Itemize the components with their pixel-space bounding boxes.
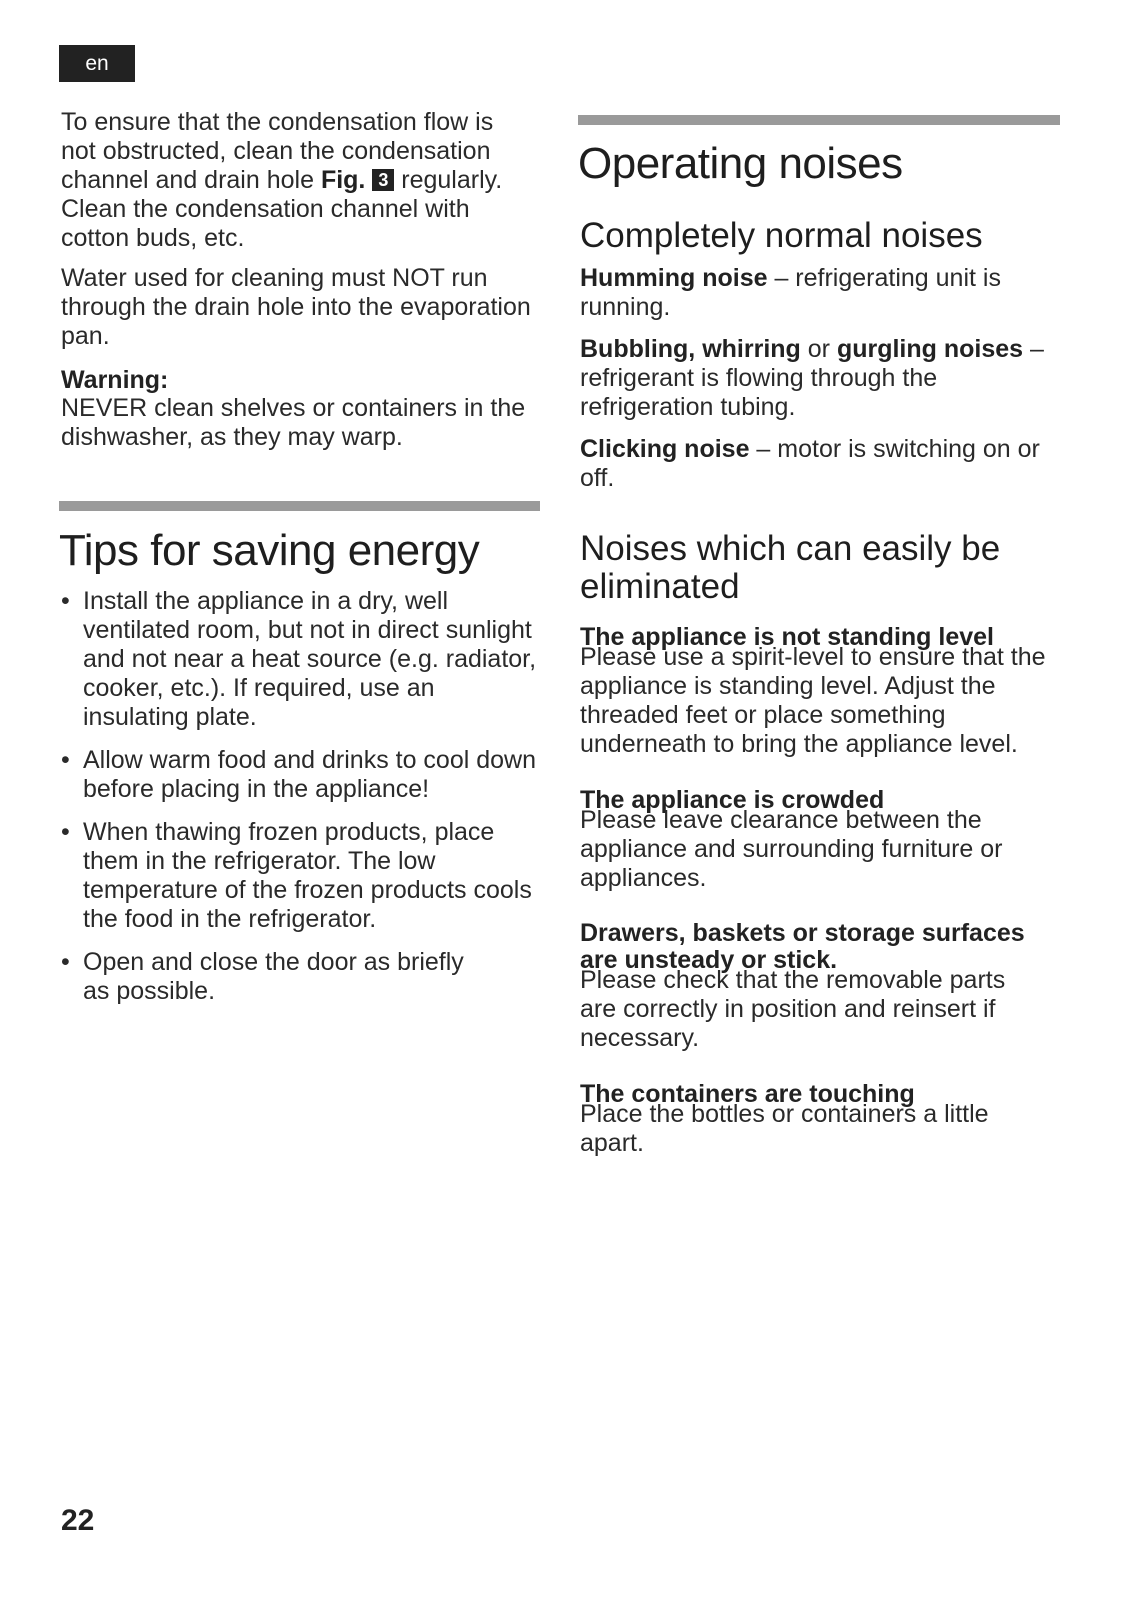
condensation-paragraph: To ensure that the condensation flow is not obstructed, clean the condensation channel and drain hole Fig. 3 regularly. Clean the condensation channel with cotton buds, etc. bbox=[61, 108, 503, 252]
issue-title: Drawers, baskets or storage surfaces are unsteady or stick. bbox=[580, 919, 1025, 974]
issue-text: Please check that the removable parts are correctly in position and reinsert if necessary. bbox=[580, 966, 1006, 1052]
issue-text: Please leave clearance between the appliance and surrounding furniture or appliances. bbox=[580, 806, 1003, 892]
issue-title: The appliance is not standing level bbox=[580, 623, 994, 651]
issue-text: Please use a spirit-level to ensure that the appliance is standing level. Adjust the threaded feet or place something underneath to bring the appliance level. bbox=[580, 643, 1046, 758]
section-divider-noises bbox=[578, 115, 1060, 125]
section-divider-tips bbox=[59, 501, 540, 511]
humming-noise-entry: Humming noise – refrigerating unit is running. bbox=[580, 264, 1001, 321]
page-number: 22 bbox=[61, 1504, 95, 1537]
tip-item: • When thawing frozen products, place them in the refrigerator. The low temperature of the frozen products cools the food in the refrigerator. bbox=[61, 818, 541, 934]
issue-title: The appliance is crowded bbox=[580, 786, 885, 814]
tip-item: • Open and close the door as briefly as possible. bbox=[61, 948, 483, 1006]
tip-item: • Install the appliance in a dry, well ventilated room, but not in direct sunlight and not near a heat source (e.g. radiator, cooker, etc.). If required, use an insulating plate. bbox=[61, 587, 541, 732]
tips-list bbox=[61, 587, 541, 1006]
issue-text: Place the bottles or containers a little apart. bbox=[580, 1100, 989, 1157]
operating-noises-heading: Operating noises bbox=[578, 139, 903, 188]
language-tab: en bbox=[59, 45, 135, 82]
clicking-noise-entry: Clicking noise – motor is switching on or off. bbox=[580, 435, 1040, 492]
tip-item: • Allow warm food and drinks to cool down before placing in the appliance! bbox=[61, 746, 541, 804]
warning-text: NEVER clean shelves or containers in the dishwasher, as they may warp. bbox=[61, 394, 526, 451]
figure-number-badge: 3 bbox=[372, 169, 394, 191]
bubbling-noise-entry: Bubbling, whirring or gurgling noises – refrigerant is flowing through the refrigeration tubing. bbox=[580, 335, 1044, 421]
tips-heading: Tips for saving energy bbox=[59, 526, 480, 575]
cleaning-water-paragraph: Water used for cleaning must NOT run through the drain hole into the evaporation pan. bbox=[61, 264, 531, 350]
normal-noises-heading: Completely normal noises bbox=[580, 216, 983, 255]
issue-title: The containers are touching bbox=[580, 1080, 915, 1108]
eliminated-noises-heading: Noises which can easily be eliminated bbox=[580, 529, 1001, 606]
fig-label: Fig. bbox=[320, 166, 366, 194]
warning-title: Warning: bbox=[61, 366, 169, 394]
